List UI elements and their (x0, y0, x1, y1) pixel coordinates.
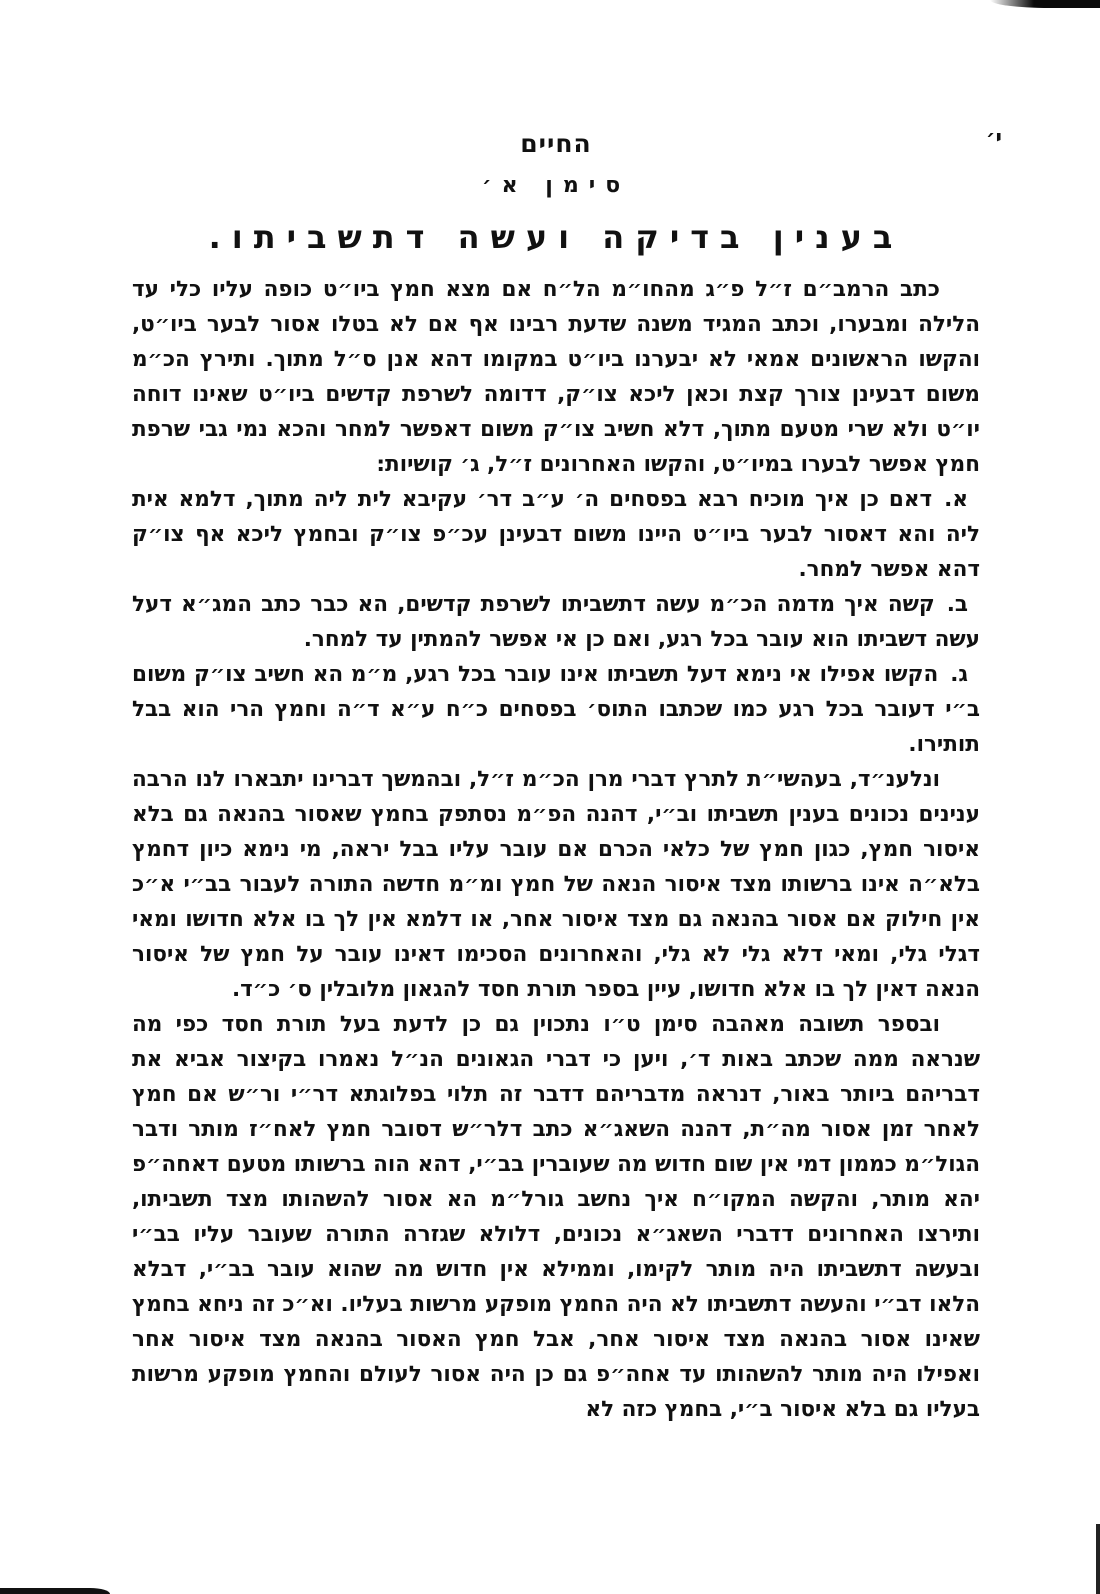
running-title: החיים (520, 129, 592, 158)
scan-edge-artifact-right (1096, 1524, 1100, 1594)
question-text: קשה איך מדמה הכ״מ עשה דתשביתו לשרפת קדשים, הא כבר כתב המג״א דעל עשה דשביתו הוא עובר בכל רגע, ואם כן אי אפשר להמתין עד למחר. (132, 592, 980, 652)
section-number: סימן א׳ (481, 173, 631, 198)
document-page (132, 122, 1002, 1427)
question-item (132, 657, 980, 762)
question-label: ב. (946, 592, 968, 617)
question-text: דאם כן איך מוכיח רבא בפסחים ה׳ ע״ב דר׳ עקיבא לית ליה מתוך, דלמא אית ליה והא דאסור לבער ביו״ט היינו משום דבעינן עכ״פ צו״ק ובחמץ ליכא אף צו״ק דהא אפשר למחר. (132, 487, 980, 582)
running-header (132, 122, 1002, 166)
scan-edge-artifact-top (990, 0, 1100, 8)
question-label: ג. (950, 662, 968, 687)
question-item (132, 482, 980, 587)
scan-edge-artifact-bottom (0, 1588, 110, 1594)
body-paragraph: ונלענ״ד, בעהשי״ת לתרץ דברי מרן הכ״מ ז״ל, ובהמשך דברינו יתבארו לנו הרבה ענינים נכונים בענין תשביתו וב״י, דהנה הפ״מ נסתפק בחמץ שאסור בהנאה גם בלא איסור חמץ, כגון חמץ של כלאי הכרם אם עובר עליו בבל יראה, מי נימא כיון דחמץ בלא״ה אינו ברשותו מצד איסור הנאה של חמץ ומ״מ חדשה התורה לעבור בב״י א״כ אין חילוק אם אסור בהנאה גם מצד איסור אחר, או דלמא אין לך בו אלא חדושו ומאי דגלי גלי, ומאי דלא גלי לא גלי, והאחרונים הסכימו דאינו עובר על חמץ של איסור הנאה דאין לך בו אלא חדושו, עיין בספר תורת חסד להגאון מלובלין ס׳ כ״ד. (132, 767, 980, 1002)
question-label: א. (944, 487, 968, 512)
page-number: י׳ (985, 126, 1002, 151)
intro-paragraph: כתב הרמב״ם ז״ל פ״ג מהחו״מ הל״ח אם מצא חמץ ביו״ט כופה עליו כלי עד הלילה ומבערו, וכתב המגיד משנה שדעת רבינו אף אם לא בטלו אסור לבער ביו״ט, והקשו הראשונים אמאי לא יבערנו ביו״ט במקומו דהא אנן ס״ל מתוך. ותירץ הכ״מ משום דבעינן צורך קצת וכאן ליכא צו״ק, דדומה לשרפת קדשים ביו״ט שאינו דוחה יו״ט ולא שרי מטעם מתוך, דלא חשיב צו״ק משום דאפשר למחר והכא נמי גבי שרפת חמץ אפשר לבערו במיו״ט, והקשו האחרונים ז״ל, ג׳ קושיות: (132, 277, 980, 477)
body-paragraph: ובספר תשובה מאהבה סימן ט״ו נתכוין גם כן לדעת בעל תורת חסד כפי מה שנראה ממה שכתב באות ד׳, ויען כי דברי הגאונים הנ״ל נאמרו בקיצור אביא את דבריהם ביותר באור, דנראה מדבריהם דדבר זה תלוי בפלוגתא דר״י ור״ש אם חמץ לאחר זמן אסור מה״ת, דהנה השאג״א כתב דלר״ש דסובר חמץ לאח״ז מותר ודבר הגול״מ כממון דמי אין שום חדוש מה שעוברין בב״י, דהא הוה ברשותו מטעם דאחה״פ יהא מותר, והקשה המקו״ח איך נחשב גורל״מ הא אסור להשהותו מצד תשביתו, ותירצו האחרונים דדברי השאג״א נכונים, דלולא שגזרה התורה שעובר עליו בב״י ובעשה דתשביתו היה מותר לקימו, וממילא אין חדוש מה שהוא עובר בב״י, דבלא הלאו דב״י והעשה דתשביתו לא היה החמץ מופקע מרשות בעליו. וא״כ זה ניחא בחמץ שאינו אסור בהנאה מצד איסור אחר, אבל חמץ האסור בהנאה מצד איסור אחר ואפילו היה מותר להשהותו עד אחה״פ גם כן היה אסור לעולם והחמץ מופקע מרשות בעליו גם בלא איסור ב״י, בחמץ כזה לא (132, 1012, 980, 1422)
question-text: הקשו אפילו אי נימא דעל תשביתו אינו עובר בכל רגע, מ״מ הא חשיב צו״ק משום ב״י דעובר בכל רגע כמו שכתבו התוס׳ בפסחים כ״ח ע״א ד״ה וחמץ הרי הוא בבל תותירו. (132, 662, 980, 757)
question-item (132, 587, 980, 657)
section-title: בענין בדיקה ועשה דתשביתו. (208, 218, 904, 256)
